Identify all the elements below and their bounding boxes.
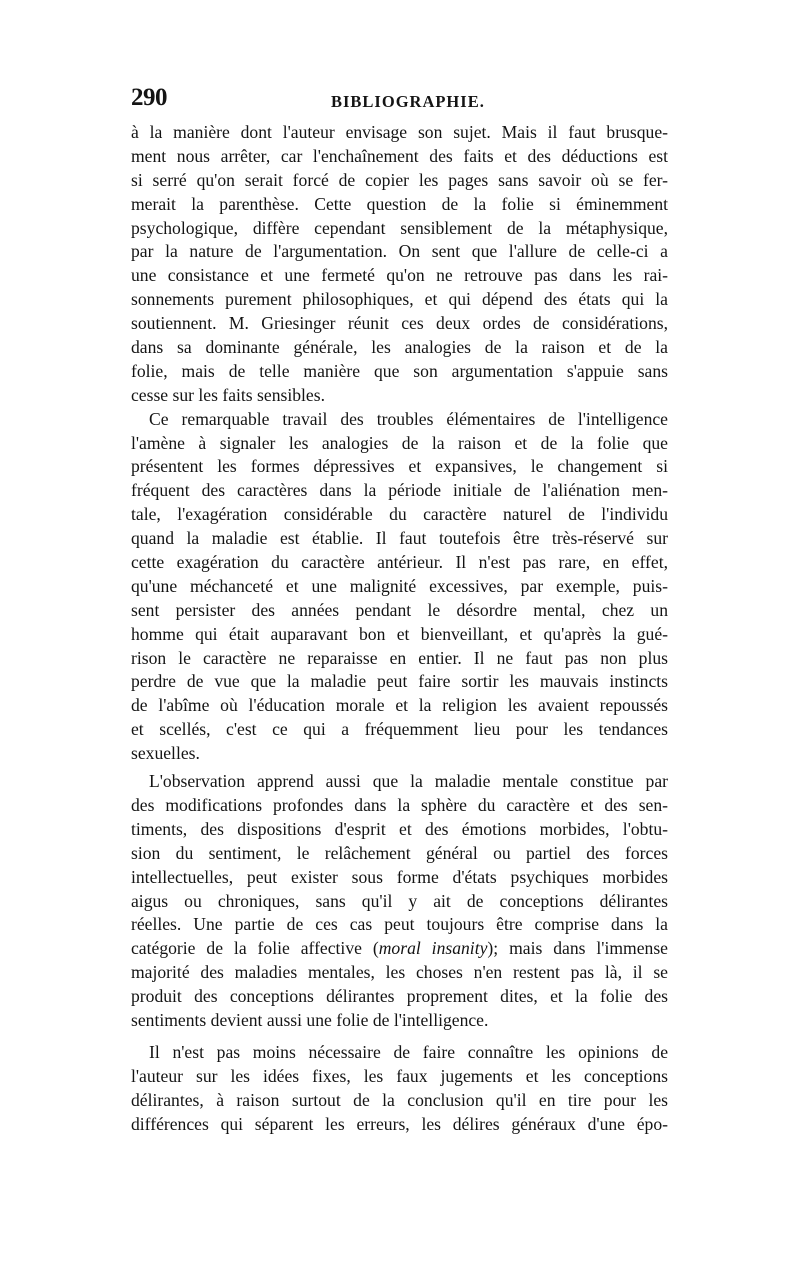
text-line: réelles. Une partie de ces cas peut toujours être comprise dans la bbox=[131, 914, 668, 935]
text-line: merait la parenthèse. Cette question de la folie si éminemment bbox=[131, 193, 668, 214]
text-line: de l'abîme où l'éducation morale et la religion les avaient repoussés bbox=[131, 695, 668, 716]
text-line: délirantes, à raison surtout de la conclusion qu'il en tire pour les bbox=[131, 1089, 668, 1110]
text-line: cesse sur les faits sensibles. bbox=[131, 384, 325, 405]
text-line: par la nature de l'argumentation. On sent que l'allure de celle-ci a bbox=[131, 241, 668, 262]
text-line: sexuelles. bbox=[131, 743, 200, 764]
page-number: 290 bbox=[131, 84, 167, 111]
text-line: intellectuelles, peut exister sous forme d'états psychiques morbides bbox=[131, 866, 668, 887]
text-line: L'observation apprend aussi que la maladie mentale constitue par bbox=[149, 771, 668, 792]
text-line: différences qui séparent les erreurs, les délires généraux d'une épo- bbox=[131, 1113, 668, 1134]
paragraph bbox=[131, 770, 668, 1033]
text-line: soutiennent. M. Griesinger réunit ces deux ordes de considérations, bbox=[131, 313, 668, 334]
text-line: l'auteur sur les idées fixes, les faux jugements et les conceptions bbox=[131, 1065, 668, 1086]
text-line: aigus ou chroniques, sans qu'il y ait de conceptions délirantes bbox=[131, 890, 668, 911]
text-line: Il n'est pas moins nécessaire de faire connaître les opinions de bbox=[149, 1041, 668, 1062]
text-line: à la manière dont l'auteur envisage son sujet. Mais il faut brusque- bbox=[131, 122, 668, 142]
paragraph bbox=[131, 121, 668, 408]
text-line: ment nous arrêter, car l'enchaînement des faits et des déductions est bbox=[131, 145, 668, 166]
text-line: tale, l'exagération considérable du caractère naturel de l'individu bbox=[131, 504, 668, 525]
text-line: rison le caractère ne reparaisse en entier. Il ne faut pas non plus bbox=[131, 647, 668, 668]
text-line: produit des conceptions délirantes proprement dites, et la folie des bbox=[131, 986, 668, 1007]
text-line: homme qui était auparavant bon et bienveillant, et qu'après la gué- bbox=[131, 623, 668, 644]
text-line: sonnements purement philosophiques, et qui dépend des états qui la bbox=[131, 289, 668, 310]
text-line: cette exagération du caractère antérieur. Il n'est pas rare, en effet, bbox=[131, 552, 668, 573]
text-line: majorité des maladies mentales, les choses n'en restent pas là, il se bbox=[131, 962, 668, 983]
text-line: dans sa dominante générale, les analogies de la raison et de la bbox=[131, 337, 668, 358]
paragraph bbox=[131, 408, 668, 766]
text-line: quand la maladie est établie. Il faut toutefois être très-réservé sur bbox=[131, 528, 668, 549]
text-line: sent persister des années pendant le désordre mental, chez un bbox=[131, 599, 668, 620]
body-text bbox=[131, 121, 668, 1136]
text-line: sentiments devient aussi une folie de l'intelligence. bbox=[131, 1009, 489, 1030]
text-line: sion du sentiment, le relâchement général ou partiel des forces bbox=[131, 842, 668, 863]
text-line: une consistance et une fermeté qu'on ne retrouve pas dans les rai- bbox=[131, 265, 668, 286]
text-line: qu'une méchanceté et une malignité excessives, par exemple, puis- bbox=[131, 575, 668, 596]
text-line: présentent les formes dépressives et expansives, le changement si bbox=[131, 456, 668, 477]
paragraph bbox=[131, 1041, 668, 1137]
text-line: l'amène à signaler les analogies de la raison et de la folie que bbox=[131, 432, 668, 453]
text-line: et scellés, c'est ce qui a fréquemment lieu pour les tendances bbox=[131, 719, 668, 740]
running-title: BIBLIOGRAPHIE. bbox=[331, 92, 485, 111]
page-header bbox=[131, 84, 671, 120]
text-line: psychologique, diffère cependant sensiblement de la métaphysique, bbox=[131, 217, 668, 238]
text-line: des modifications profondes dans la sphère du caractère et des sen- bbox=[131, 794, 668, 815]
italic-term: moral insanity bbox=[378, 938, 488, 959]
text-line: catégorie de la folie affective (moral insanity); mais dans l'immense bbox=[131, 938, 668, 959]
text-line: Ce remarquable travail des troubles élémentaires de l'intelligence bbox=[149, 408, 668, 429]
text-line: folie, mais de telle manière que son argumentation s'appuie sans bbox=[131, 360, 668, 381]
text-line: timents, des dispositions d'esprit et des émotions morbides, l'obtu- bbox=[131, 818, 668, 839]
text-line: fréquent des caractères dans la période initiale de l'aliénation men- bbox=[131, 480, 668, 501]
text-line: perdre de vue que la maladie peut faire sortir les mauvais instincts bbox=[131, 671, 668, 692]
text-line: si serré qu'on serait forcé de copier les pages sans savoir où se fer- bbox=[131, 169, 668, 190]
